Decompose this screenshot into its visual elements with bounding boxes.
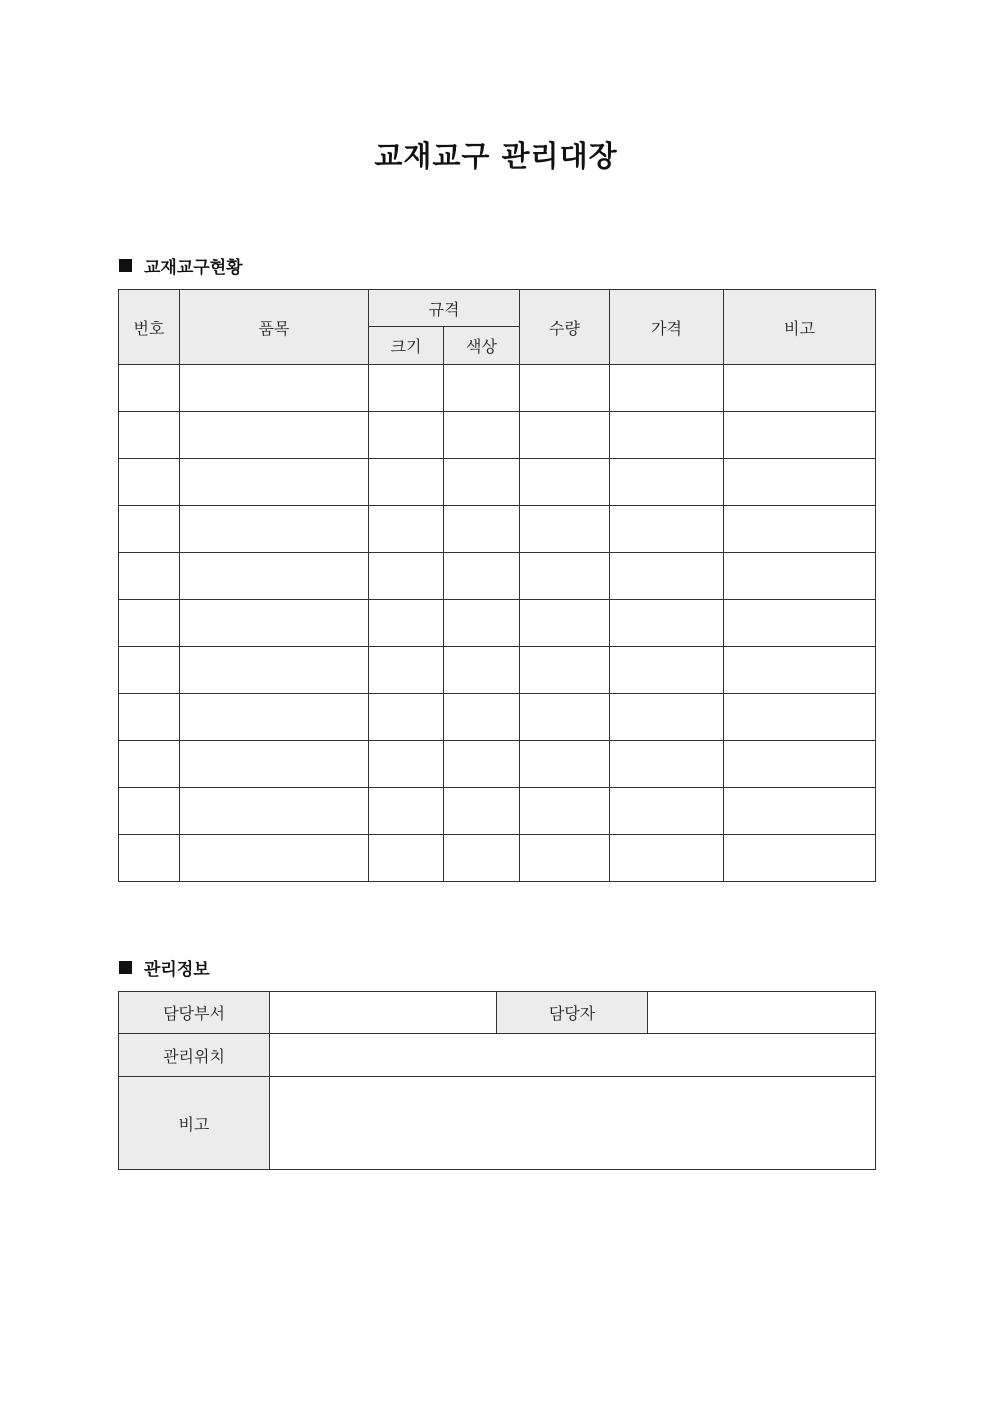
header-color: 색상 bbox=[444, 327, 520, 365]
cell-size[interactable] bbox=[369, 835, 444, 882]
cell-size[interactable] bbox=[369, 506, 444, 553]
manager-field[interactable] bbox=[648, 992, 876, 1034]
cell-quantity[interactable] bbox=[520, 647, 610, 694]
management-info-table bbox=[118, 991, 876, 1170]
table-row bbox=[119, 741, 876, 788]
header-size: 크기 bbox=[369, 327, 444, 365]
cell-price[interactable] bbox=[610, 365, 724, 412]
cell-number[interactable] bbox=[119, 553, 180, 600]
table-row bbox=[119, 694, 876, 741]
cell-price[interactable] bbox=[610, 600, 724, 647]
document-title: 교재교구 관리대장 bbox=[374, 139, 618, 173]
table-row bbox=[119, 647, 876, 694]
cell-remarks[interactable] bbox=[724, 365, 876, 412]
cell-quantity[interactable] bbox=[520, 365, 610, 412]
management-section-heading bbox=[119, 955, 210, 980]
cell-quantity[interactable] bbox=[520, 788, 610, 835]
table-row bbox=[119, 459, 876, 506]
header-item: 품목 bbox=[180, 290, 369, 365]
cell-quantity[interactable] bbox=[520, 835, 610, 882]
cell-quantity[interactable] bbox=[520, 412, 610, 459]
cell-price[interactable] bbox=[610, 835, 724, 882]
remarks-field[interactable] bbox=[270, 1077, 876, 1170]
cell-remarks[interactable] bbox=[724, 788, 876, 835]
table-row bbox=[119, 788, 876, 835]
cell-remarks[interactable] bbox=[724, 412, 876, 459]
cell-color[interactable] bbox=[444, 506, 520, 553]
cell-number[interactable] bbox=[119, 741, 180, 788]
cell-size[interactable] bbox=[369, 365, 444, 412]
cell-size[interactable] bbox=[369, 788, 444, 835]
cell-quantity[interactable] bbox=[520, 741, 610, 788]
header-spec: 규격 bbox=[369, 290, 520, 327]
cell-remarks[interactable] bbox=[724, 741, 876, 788]
location-label: 관리위치 bbox=[119, 1034, 270, 1077]
cell-price[interactable] bbox=[610, 459, 724, 506]
header-quantity: 수량 bbox=[520, 290, 610, 365]
cell-remarks[interactable] bbox=[724, 506, 876, 553]
table-row bbox=[119, 506, 876, 553]
cell-price[interactable] bbox=[610, 506, 724, 553]
cell-color[interactable] bbox=[444, 412, 520, 459]
cell-color[interactable] bbox=[444, 647, 520, 694]
cell-number[interactable] bbox=[119, 647, 180, 694]
cell-item[interactable] bbox=[180, 600, 369, 647]
header-remarks: 비고 bbox=[724, 290, 876, 365]
table-row bbox=[119, 365, 876, 412]
cell-number[interactable] bbox=[119, 506, 180, 553]
cell-remarks[interactable] bbox=[724, 600, 876, 647]
cell-quantity[interactable] bbox=[520, 506, 610, 553]
cell-color[interactable] bbox=[444, 600, 520, 647]
cell-number[interactable] bbox=[119, 365, 180, 412]
cell-item[interactable] bbox=[180, 694, 369, 741]
cell-item[interactable] bbox=[180, 365, 369, 412]
cell-color[interactable] bbox=[444, 694, 520, 741]
inventory-section-heading bbox=[119, 253, 243, 278]
management-heading-label: 관리정보 bbox=[144, 960, 210, 980]
remarks-label: 비고 bbox=[119, 1077, 270, 1170]
cell-size[interactable] bbox=[369, 741, 444, 788]
cell-quantity[interactable] bbox=[520, 553, 610, 600]
cell-color[interactable] bbox=[444, 553, 520, 600]
cell-color[interactable] bbox=[444, 788, 520, 835]
cell-number[interactable] bbox=[119, 459, 180, 506]
table-row bbox=[119, 412, 876, 459]
cell-price[interactable] bbox=[610, 694, 724, 741]
cell-remarks[interactable] bbox=[724, 459, 876, 506]
table-row bbox=[119, 553, 876, 600]
cell-color[interactable] bbox=[444, 835, 520, 882]
cell-color[interactable] bbox=[444, 741, 520, 788]
cell-size[interactable] bbox=[369, 459, 444, 506]
cell-item[interactable] bbox=[180, 459, 369, 506]
table-row bbox=[119, 835, 876, 882]
header-price: 가격 bbox=[610, 290, 724, 365]
cell-item[interactable] bbox=[180, 506, 369, 553]
inventory-heading-label: 교재교구현황 bbox=[144, 258, 243, 278]
department-label: 담당부서 bbox=[119, 992, 270, 1034]
square-bullet-icon bbox=[119, 961, 132, 974]
cell-item[interactable] bbox=[180, 412, 369, 459]
inventory-table bbox=[118, 289, 876, 882]
cell-item[interactable] bbox=[180, 835, 369, 882]
cell-number[interactable] bbox=[119, 694, 180, 741]
cell-number[interactable] bbox=[119, 412, 180, 459]
cell-color[interactable] bbox=[444, 365, 520, 412]
cell-price[interactable] bbox=[610, 788, 724, 835]
cell-remarks[interactable] bbox=[724, 647, 876, 694]
department-field[interactable] bbox=[270, 992, 497, 1034]
cell-item[interactable] bbox=[180, 788, 369, 835]
cell-size[interactable] bbox=[369, 647, 444, 694]
cell-number[interactable] bbox=[119, 788, 180, 835]
cell-price[interactable] bbox=[610, 741, 724, 788]
cell-remarks[interactable] bbox=[724, 835, 876, 882]
cell-quantity[interactable] bbox=[520, 600, 610, 647]
cell-size[interactable] bbox=[369, 694, 444, 741]
table-row bbox=[119, 600, 876, 647]
cell-price[interactable] bbox=[610, 412, 724, 459]
cell-color[interactable] bbox=[444, 459, 520, 506]
cell-remarks[interactable] bbox=[724, 694, 876, 741]
manager-label: 담당자 bbox=[497, 992, 648, 1034]
cell-number[interactable] bbox=[119, 835, 180, 882]
square-bullet-icon bbox=[119, 259, 132, 272]
cell-item[interactable] bbox=[180, 647, 369, 694]
cell-price[interactable] bbox=[610, 553, 724, 600]
header-number: 번호 bbox=[119, 290, 180, 365]
inventory-table-body bbox=[119, 365, 876, 882]
cell-size[interactable] bbox=[369, 600, 444, 647]
location-field[interactable] bbox=[270, 1034, 876, 1077]
cell-size[interactable] bbox=[369, 412, 444, 459]
cell-remarks[interactable] bbox=[724, 553, 876, 600]
cell-price[interactable] bbox=[610, 647, 724, 694]
cell-size[interactable] bbox=[369, 553, 444, 600]
cell-item[interactable] bbox=[180, 553, 369, 600]
cell-quantity[interactable] bbox=[520, 694, 610, 741]
cell-quantity[interactable] bbox=[520, 459, 610, 506]
cell-item[interactable] bbox=[180, 741, 369, 788]
cell-number[interactable] bbox=[119, 600, 180, 647]
